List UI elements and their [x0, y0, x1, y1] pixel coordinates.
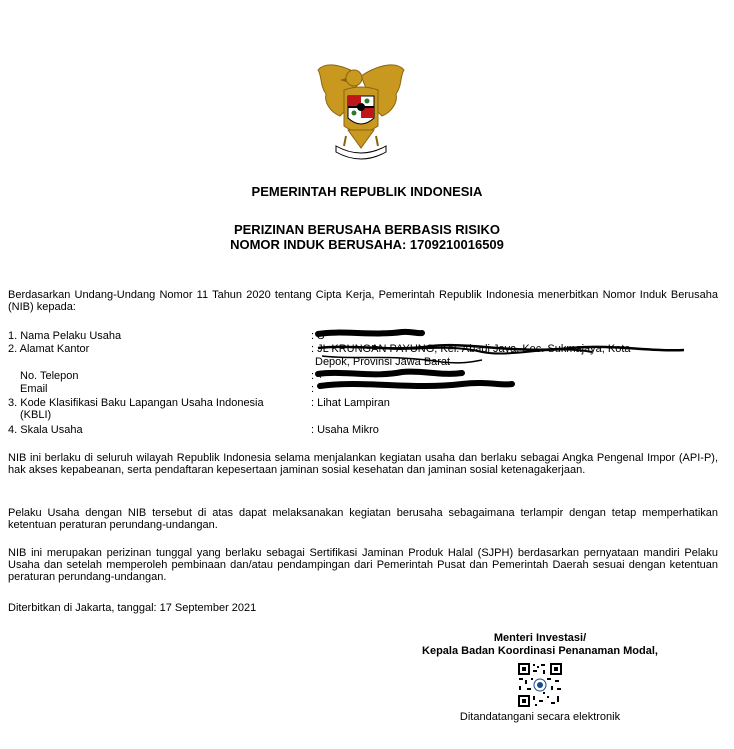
- electronic-signature-note: Ditandatangani secara elektronik: [459, 711, 621, 723]
- halal-paragraph: NIB ini merupakan perizinan tunggal yang berlaku sebagai Sertifikasi Jaminan Produk Halal (SJPH) berdasarkan pernyataan mandiri Pelaku Usaha dan setelah memperoleh pembinaan dan/atau pendampingan dari Pemerintah Pusat dan Pemerintah Daerah sesuai dengan ketentuan peraturan perundang-undangan.: [8, 547, 718, 583]
- alamat-label: 2. Alamat Kantor: [8, 343, 90, 355]
- email-label: Email: [20, 383, 48, 395]
- government-heading: PEMERINTAH REPUBLIK INDONESIA: [251, 184, 483, 199]
- signatory-title-line2: Kepala Badan Koordinasi Penanaman Modal,: [422, 645, 658, 657]
- telepon-value: : +: [311, 370, 324, 382]
- skala-value: : Usaha Mikro: [311, 424, 379, 436]
- kbli-label-line1: 3. Kode Klasifikasi Baku Lapangan Usaha Indonesia: [8, 397, 264, 409]
- skala-label: 4. Skala Usaha: [8, 424, 83, 436]
- nib-number: NOMOR INDUK BERUSAHA: 1709210016509: [230, 237, 504, 252]
- kbli-label-line2: (KBLI): [20, 409, 52, 421]
- nama-label: 1. Nama Pelaku Usaha: [8, 330, 122, 342]
- validity-paragraph: NIB ini berlaku di seluruh wilayah Republik Indonesia selama menjalankan kegiatan usaha dan berlaku sebagai Angka Pengenal Impor (API-P), hak akses kepabeanan, serta pendaftaran kepesertaan jaminan sosial kesehatan dan jaminan sosial ketenagakerjaan.: [8, 452, 718, 476]
- signatory-title-line1: Menteri Investasi/: [493, 632, 587, 644]
- telepon-label: No. Telepon: [20, 370, 79, 382]
- intro-paragraph: Berdasarkan Undang-Undang Nomor 11 Tahun 2020 tentang Cipta Kerja, Pemerintah Republik Indonesia menerbitkan Nomor Induk Berusaha (NIB) kepada:: [8, 289, 718, 313]
- qr-code-icon: [517, 662, 563, 708]
- alamat-value-line1: : JL KRUNGAN PAYUNG, Kel. Abadi Jaya, Kec. Sukmajaya, Kota: [311, 343, 631, 355]
- permit-title: PERIZINAN BERUSAHA BERBASIS RISIKO: [233, 222, 501, 237]
- garuda-emblem-icon: [306, 56, 416, 168]
- activity-paragraph: Pelaku Usaha dengan NIB tersebut di atas dapat melaksanakan kegiatan berusaha sebagaimana terlampir dengan tetap memperhatikan ketentuan peraturan perundang-undangan.: [8, 507, 718, 531]
- alamat-value-line2: Depok, Provinsi Jawa Barat: [315, 356, 451, 368]
- nama-value: : S: [311, 330, 325, 342]
- kbli-value: : Lihat Lampiran: [311, 397, 390, 409]
- email-value: :: [311, 383, 315, 395]
- redaction-scribble: [312, 326, 732, 396]
- issued-line: Diterbitkan di Jakarta, tanggal: 17 September 2021: [8, 602, 257, 614]
